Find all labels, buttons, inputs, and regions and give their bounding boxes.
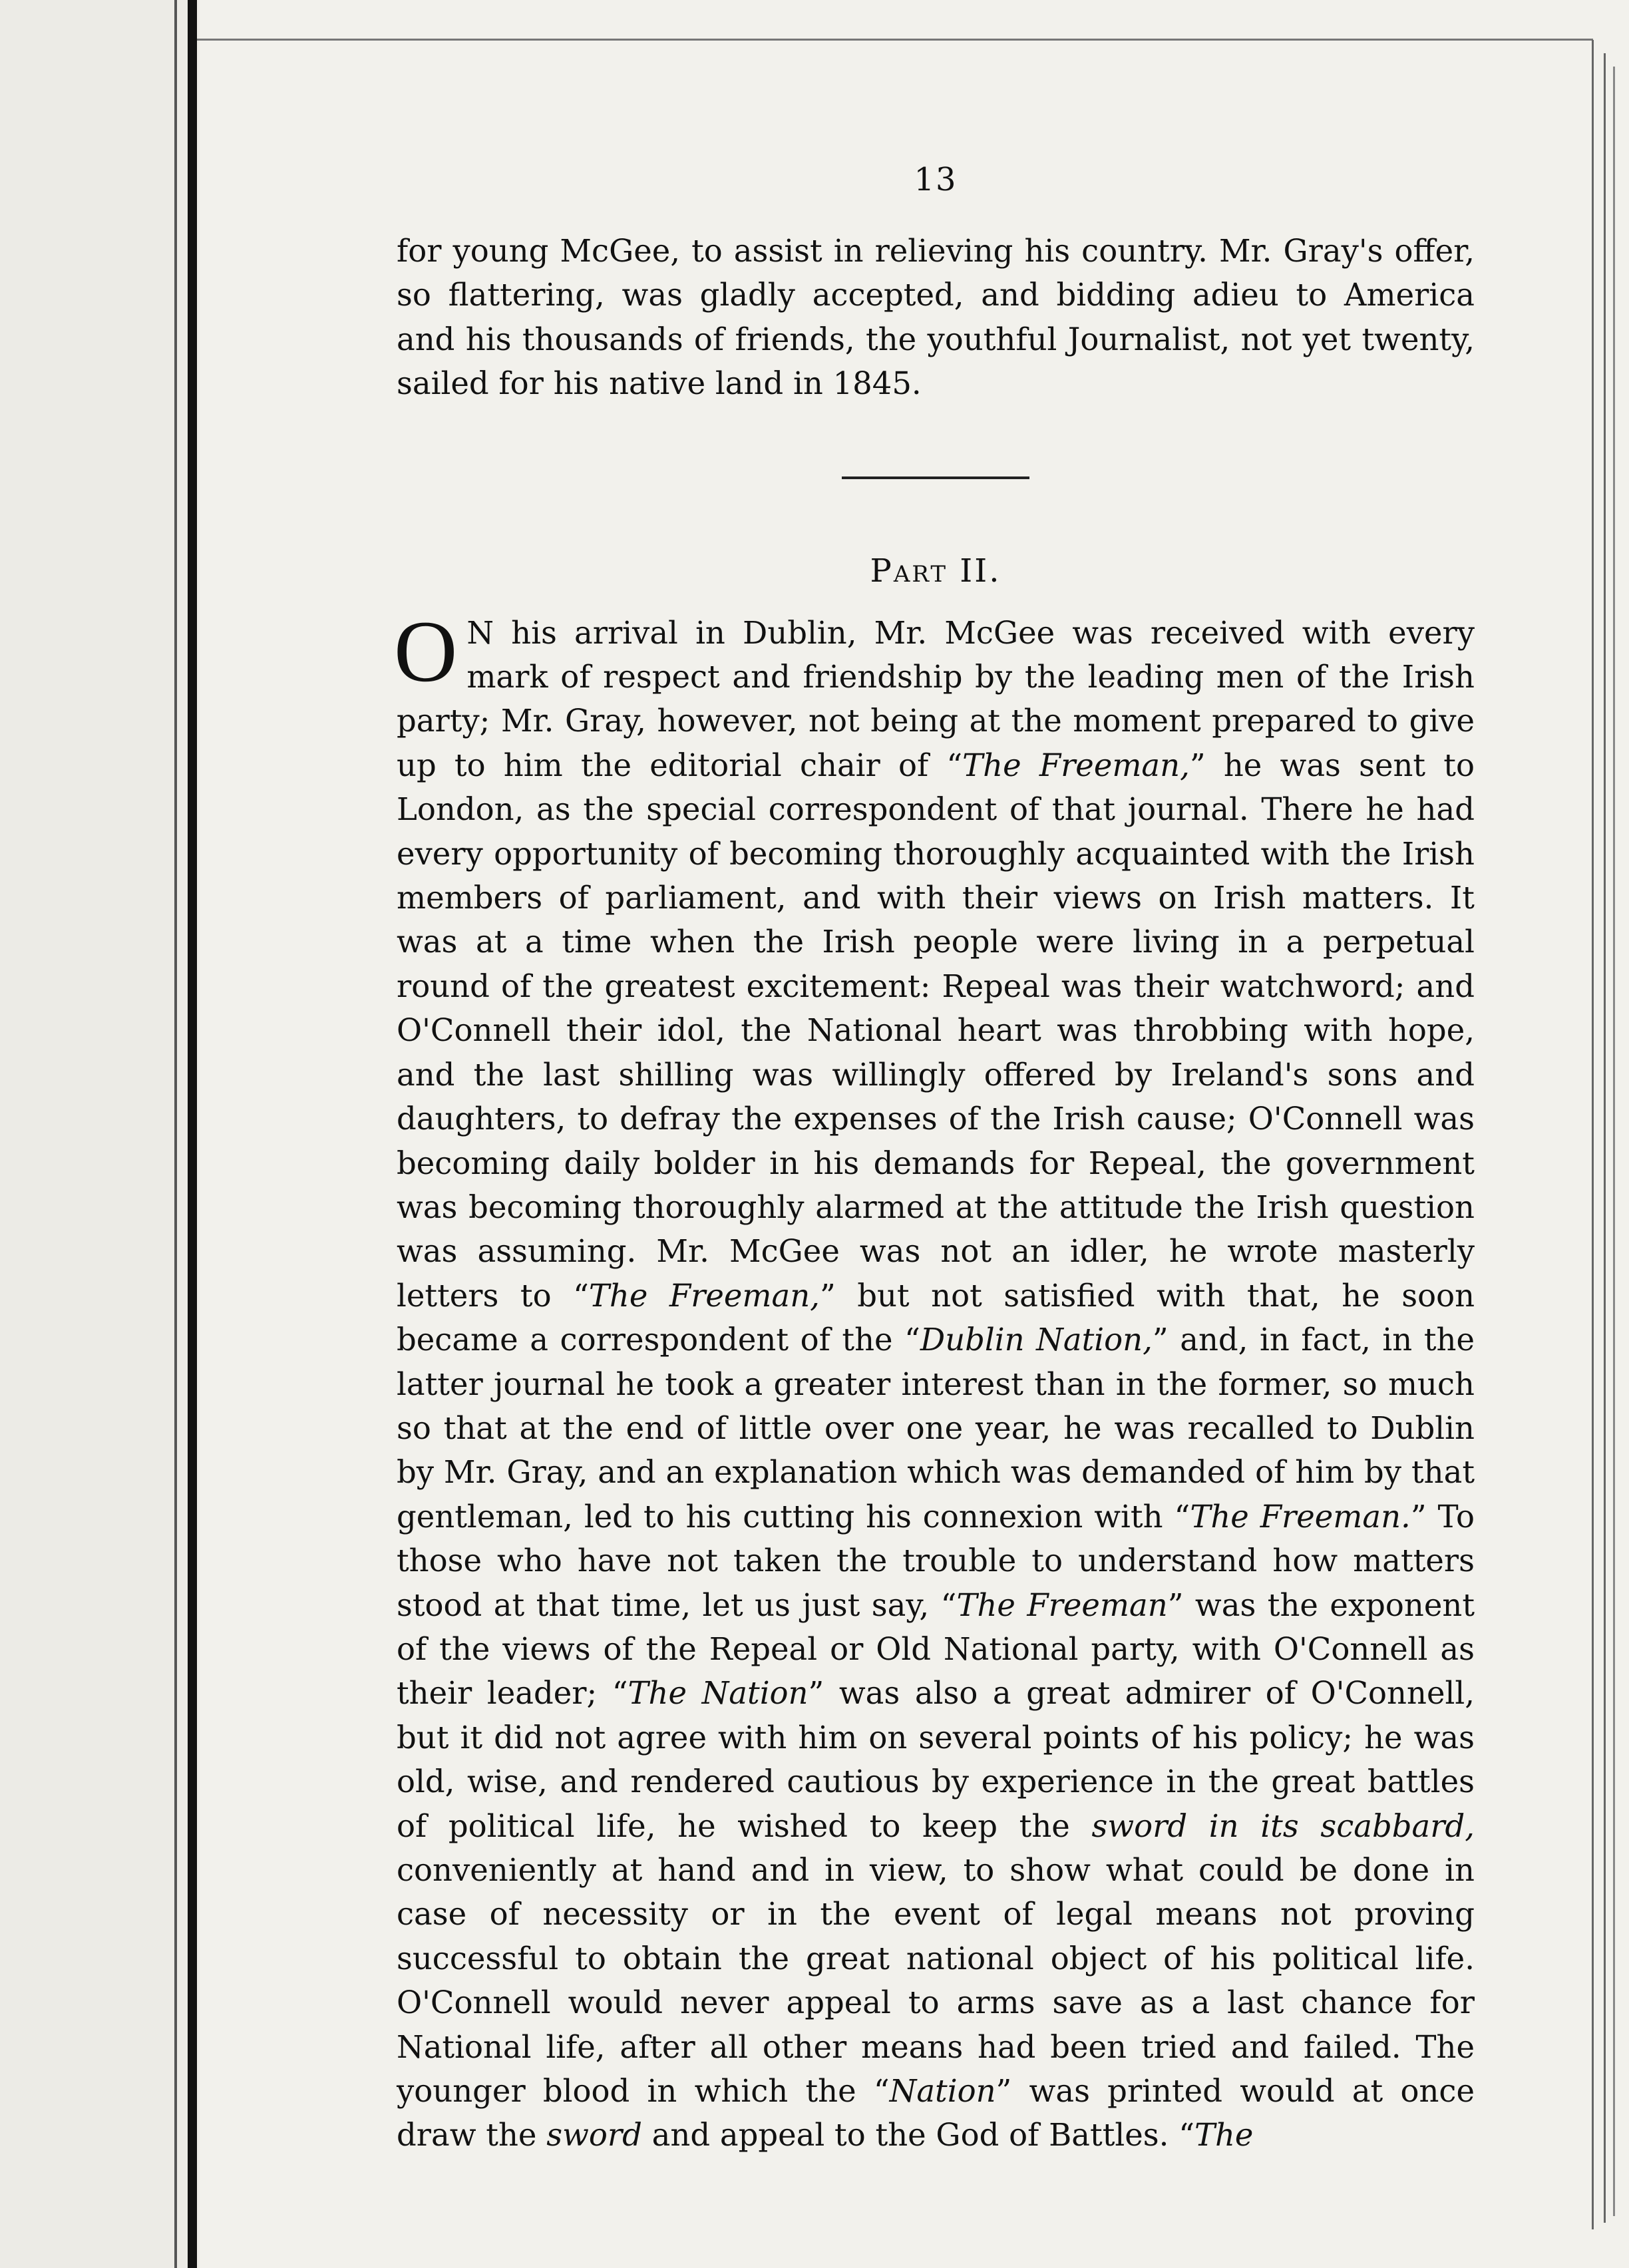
- body-paragraph: [394, 602, 1475, 2158]
- body-text-7: ” was also a great admirer of O'Connell, but it did not agree with him on several points of his policy; he was old, wise, and rendered cautious by experience in the great battles of political life, he wished to keep the: [397, 1675, 1475, 1844]
- title-dublin-nation: Dublin Nation,: [920, 1322, 1153, 1358]
- page-content: [394, 160, 1475, 2158]
- section-divider-rule: [842, 476, 1029, 479]
- page-top-edge: [197, 39, 1593, 41]
- continued-title: The: [1194, 2117, 1254, 2154]
- title-the-freeman: The Freeman: [956, 1587, 1168, 1623]
- body-text-3: ” but not satisfied with that, he soon became a correspondent of the “: [397, 1277, 1475, 1358]
- title-the-nation: The Nation: [628, 1675, 809, 1712]
- word-sword: sword: [546, 2117, 642, 2154]
- body-text-8: conveniently at hand and in view, to show what could be done in case of necessity or in the event of legal means not proving successful to obtain the great national object of his political life. O'Connell would never appeal to arms save as a last chance for National life, after all other means had been tried and failed. The younger blood in which the “: [397, 1852, 1475, 2110]
- title-the-nation: Nation: [889, 2073, 996, 2110]
- body-text-4: ” and, in fact, in the latter journal he took a greater interest than in the former, so much so that at the end of little over one year, he was recalled to Dublin by Mr. Gray, and an explanation which was demanded of him by that gentleman, led to his cutting his connexion with “: [397, 1322, 1475, 1535]
- body-text-10: and appeal to the God of Battles. “: [641, 2117, 1194, 2154]
- drop-cap: O: [394, 602, 458, 700]
- binding-margin: [0, 0, 200, 2268]
- body-text-9: ” was printed would at once draw the: [397, 2073, 1475, 2154]
- page-right-edge: [1592, 40, 1594, 2229]
- title-the-freeman: The Freeman.: [1190, 1498, 1411, 1535]
- page-right-edge-3: [1613, 67, 1615, 2216]
- body-text-1: N his arrival in Dublin, Mr. McGee was received with every mark of respect and friendship by the leading men of the Irish party; Mr. Gray, however, not being at the moment prepared to give up to him the editorial chair of “: [397, 614, 1475, 783]
- section-heading: Part II.: [870, 552, 1001, 590]
- binding-edge: [188, 0, 197, 2268]
- body-text-2: ” he was sent to London, as the special correspondent of that journal. There he had every opportunity of becoming thoroughly acquainted with the Irish members of parliament, and with their views on Irish matters. It was at a time when the Irish people were living in a perpetual round of the greatest excitement: Repeal was their watchword; and O'Connell their idol, the National heart was throbbing with hope, and the last shilling was willingly offered by Ireland's sons and daughters, to defray the expenses of the Irish cause; O'Connell was becoming daily bolder in his demands for Repeal, the government was becoming thoroughly alarmed at the attitude the Irish question was assuming. Mr. McGee was not an idler, he wrote masterly letters to “: [397, 747, 1475, 1314]
- title-the-freeman: The Freeman,: [588, 1277, 820, 1314]
- body-text-5: ” To those who have not taken the trouble to understand how matters stood at that time, let us just say, “: [397, 1498, 1475, 1623]
- title-the-freeman: The Freeman,: [962, 747, 1190, 783]
- body-text-6: ” was the exponent of the views of the Repeal or Old National party, with O'Connell as their leader; “: [397, 1587, 1475, 1712]
- page-number: 13: [914, 161, 958, 198]
- binding-shadow: [174, 0, 177, 2268]
- page-right-edge-2: [1604, 53, 1606, 2223]
- phrase-sword-in-scabbard: sword in its scabbard,: [1091, 1807, 1475, 1844]
- opening-paragraph: for young McGee, to assist in relieving his country. Mr. Gray's offer, so flattering, was gladly accepted, and bidding adieu to America and his thousands of friends, the youthful Journalist, not yet twenty, sailed for his native land in 1845.: [397, 233, 1475, 402]
